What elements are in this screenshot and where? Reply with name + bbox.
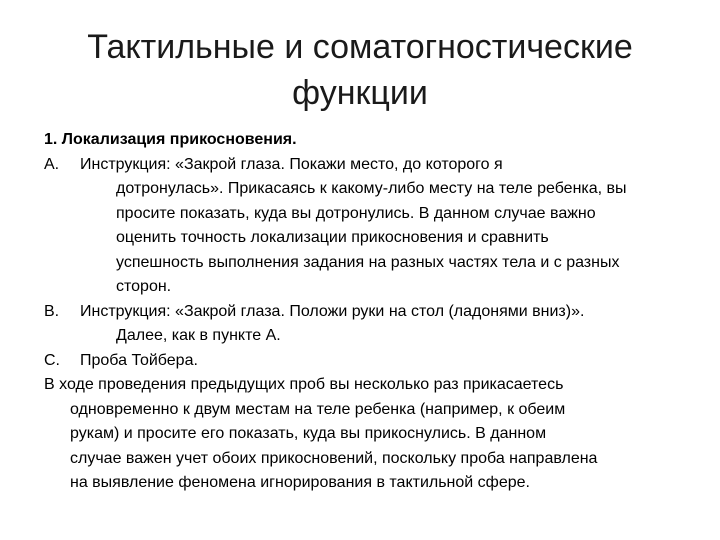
paragraph-line-2: одновременно к двум местам на теле ребенка (например, к обеим (70, 400, 566, 418)
slide-body (44, 128, 684, 496)
item-a-line-4: оценить точность локализации прикосновения и сравнить (116, 229, 549, 246)
list-marker-a: A. (44, 155, 60, 173)
list-item-a (44, 153, 684, 178)
paragraph-line-3: рукам) и просите его показать, куда вы прикоснулись. В данном (70, 425, 547, 442)
item-b-line-2: Далее, как в пункте А. (116, 327, 281, 344)
title-line-1: Тактильные и соматогностические (87, 28, 633, 66)
description-paragraph (44, 373, 684, 496)
section-heading: 1. Локализация прикосновения. (44, 131, 297, 148)
list-item-b (44, 300, 684, 325)
list-item-c (44, 349, 684, 374)
title-line-2: функции (292, 74, 428, 112)
item-a-line-1: Инструкция: «Закрой глаза. Покажи место, до которого я (80, 155, 503, 173)
item-a-line-6: сторон. (116, 278, 172, 295)
list-marker-c: C. (44, 351, 60, 369)
paragraph-line-4: случае важен учет обоих прикосновений, поскольку проба направлена (70, 449, 598, 467)
slide-title (40, 24, 680, 116)
paragraph-line-5: на выявление феномена игнорирования в тактильной сфере. (70, 474, 530, 491)
paragraph-line-1: В ходе проведения предыдущих проб вы несколько раз прикасаетесь (44, 376, 564, 393)
item-a-line-2: дотронулась». Прикасаясь к какому-либо месту на теле ребенка, вы (116, 180, 627, 197)
list-marker-b: B. (44, 302, 60, 320)
item-a-line-5: успешность выполнения задания на разных частях тела и с разных (116, 253, 620, 271)
item-b-line-1: Инструкция: «Закрой глаза. Положи руки на стол (ладонями вниз)». (80, 302, 585, 320)
item-c-line-1: Проба Тойбера. (80, 351, 198, 369)
item-a-line-3: просите показать, куда вы дотронулись. В данном случае важно (116, 204, 596, 222)
